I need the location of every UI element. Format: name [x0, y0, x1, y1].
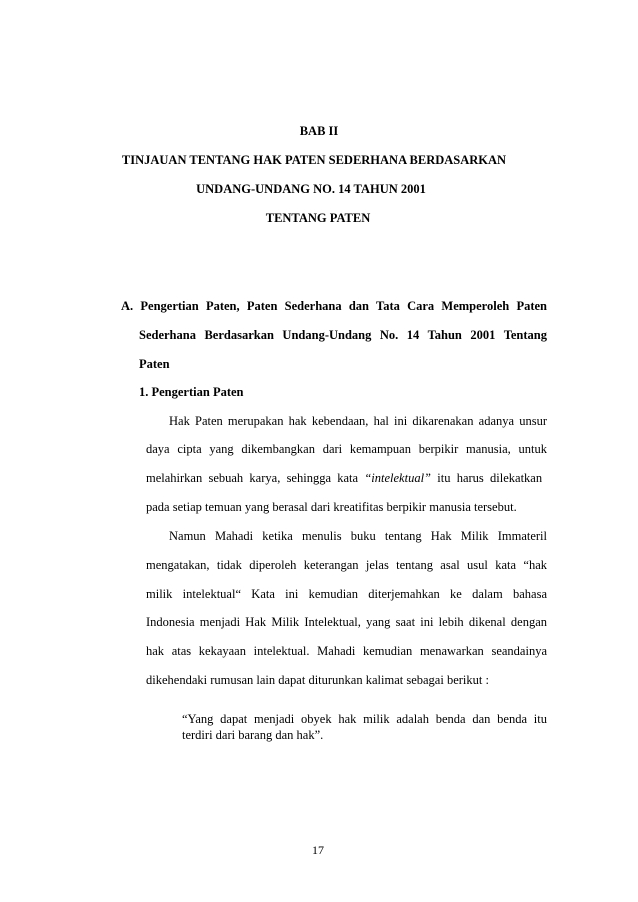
paragraph-2-line-2: mengatakan, tidak diperoleh keterangan jelas tentang asal usul kata “hak: [146, 558, 547, 572]
page-number: 17: [312, 843, 324, 857]
section-a-heading-line-2: Sederhana Berdasarkan Undang-Undang No. 14 Tahun 2001 Tentang: [139, 328, 547, 342]
paragraph-1-line-2: daya cipta yang dikembangkan dari kemampuan berpikir manusia, untuk: [146, 442, 547, 456]
section-a-heading-line-1: A. Pengertian Paten, Paten Sederhana dan Tata Cara Memperoleh Paten: [121, 299, 547, 313]
paragraph-1-line-4: pada setiap temuan yang berasal dari kreatifitas berpikir manusia tersebut.: [146, 500, 517, 514]
subsection-1-title: 1. Pengertian Paten: [139, 385, 244, 399]
intelektual-term: “intelektual”: [364, 471, 431, 485]
paragraph-1-line-3: [146, 470, 547, 486]
paragraph-2-line-3: milik intelektual“ Kata ini kemudian diterjemahkan ke dalam bahasa: [146, 587, 547, 601]
paragraph-2-line-4: Indonesia menjadi Hak Milik Intelektual, yang saat ini lebih dikenal dengan: [146, 615, 547, 629]
chapter-label: BAB II: [299, 124, 339, 138]
paragraph-2-line-6: dikehendaki rumusan lain dapat diturunkan kalimat sebagai berikut :: [146, 673, 489, 687]
paragraph-1-line-3-start: melahirkan sebuah karya, sehingga kata: [146, 471, 365, 485]
chapter-title-line-1: TINJAUAN TENTANG HAK PATEN SEDERHANA BERDASARKAN: [121, 153, 507, 167]
quote-line-2: terdiri dari barang dan hak”.: [182, 728, 324, 742]
chapter-title-line-3: TENTANG PATEN: [265, 211, 371, 225]
paragraph-2-line-1: Namun Mahadi ketika menulis buku tentang Hak Milik Immateril: [169, 529, 547, 543]
section-a-heading-line-3: Paten: [139, 357, 170, 371]
paragraph-1-line-3-end: itu harus dilekatkan: [431, 471, 543, 485]
quote-line-1: “Yang dapat menjadi obyek hak milik adalah benda dan benda itu: [182, 712, 547, 726]
paragraph-1-line-1: Hak Paten merupakan hak kebendaan, hal ini dikarenakan adanya unsur: [169, 414, 547, 428]
paragraph-2-line-5: hak atas kekayaan intelektual. Mahadi kemudian menawarkan seandainya: [146, 644, 547, 658]
chapter-title-line-2: UNDANG-UNDANG NO. 14 TAHUN 2001: [196, 182, 426, 196]
